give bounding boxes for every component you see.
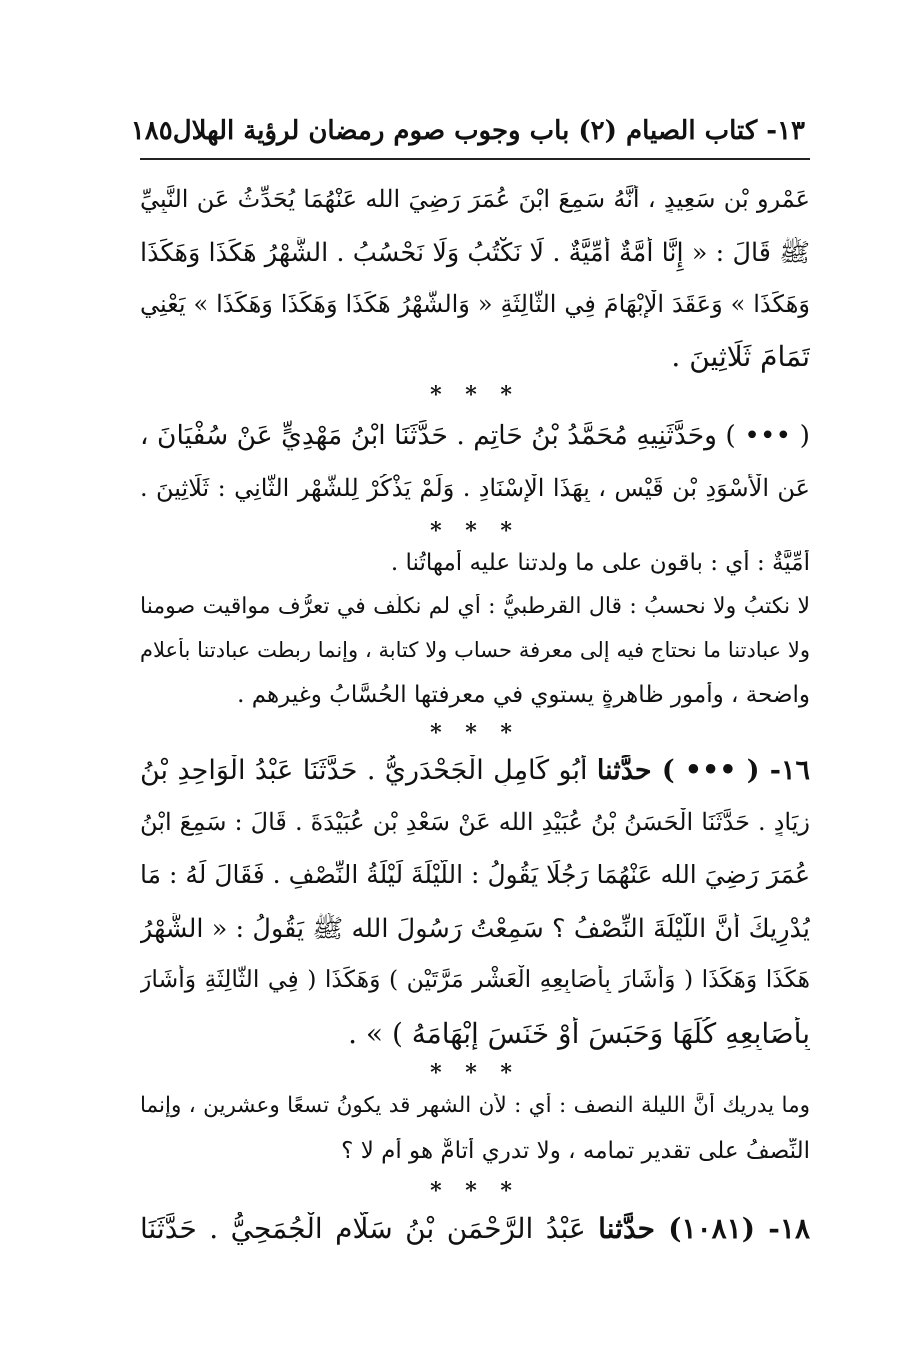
hadith-number: ١٦- ( ••• ) حدَّثنا — [596, 755, 810, 786]
text-segment: عَبْدُ الرَّحْمَنِ بْنُ سَلَّامٍ الْجُمَحِيُّ . حَدَّثَنَا — [140, 1212, 586, 1245]
text-line: عَمْرِو بْنِ سَعِيدٍ ، أَنَّهُ سَمِعَ ابْنَ عُمَرَ رَضِيَ الله عَنْهُمَا يُحَدِّثُ عَنِ النَّبِيِّ — [140, 185, 810, 213]
text-line: بِأَصَابِعِهِ كُلِّهَا وَحَبَسَ أَوْ خَنَسَ إِبْهَامَهُ ) » . — [348, 1017, 810, 1050]
text-line: ( ••• ) وحَدَّثَنِيهِ مُحَمَّدُ بْنُ حَاتِمٍ . حَدَّثَنَا ابْنُ مَهْدِيٍّ عَنْ سُفْيَانَ ، — [140, 420, 810, 451]
text-line: ولا عبادتنا ما نحتاج فيه إلى معرفة حساب ولا كتابة ، وإنما ربطت عبادتنا بأعلام — [140, 638, 810, 662]
text-line: وما يدريك أنَّ الليلة النصف : أي : لأن الشهر قد يكونُ تسعًا وعشرين ، وإنما — [140, 1093, 810, 1118]
text-line: يُدْرِيكَ أَنَّ اللَّيْلَةَ النِّصْفُ ؟ سَمِعْتُ رَسُولَ الله ﷺ يَقُولُ : « الشَّهْرُ — [140, 914, 810, 944]
header-divider — [140, 158, 810, 160]
text-line: هَكَذَا وَهَكَذَا ( وَأَشَارَ بِأَصَابِعِهِ الْعَشْرِ مَرَّتَيْنِ ) وَهَكَذَا ( فِي الثَّالِثَةِ وَأَشَارَ — [140, 965, 810, 993]
text-line: لا نكتبُ ولا نحسبُ : قال القرطبيُّ : أي لم نكلَّف في تعرُّف مواقيت صومنا — [140, 594, 810, 619]
text-line: النِّصفُ على تقدير تمامه ، ولا تدري أتامٌّ هو أم لا ؟ — [341, 1138, 810, 1164]
text-line: وَهَكَذَا » وَعَقَدَ الْإِبْهَامَ فِي الثَّالِثَةِ « وَالشَّهْرُ هَكَذَا وَهَكَذَا وَهَكَذَا » يَعْنِي — [140, 290, 810, 318]
text-line: أُمِّيَّةٌ : أي : باقون على ما ولدتنا عليه أمهاتُنا . — [390, 550, 810, 576]
section-separator: * * * — [430, 1060, 520, 1086]
page-number: ١٨٥ — [130, 116, 173, 146]
section-separator: * * * — [430, 720, 520, 746]
text-line: عَنِ الْأَسْوَدِ بْنِ قَيْسٍ ، بِهَذَا الْإِسْنَادِ . وَلَمْ يَذْكُرْ لِلشَّهْرِ الثَّانِي : ثَلَاثِينَ . — [140, 474, 810, 502]
hadith-number: ١٨- (١٠٨١) حدَّثنا — [598, 1212, 810, 1245]
section-separator: * * * — [430, 382, 520, 408]
text-line: تَمَامَ ثَلَاثِينَ . — [671, 340, 810, 373]
text-line — [140, 1212, 810, 1245]
chapter-title: ١٣- كتاب الصيام (٢) باب وجوب صوم رمضان لرؤية الهلال — [172, 116, 805, 146]
text-line: زِيَادٍ . حَدَّثَنَا الْحَسَنُ بْنُ عُبَيْدِ الله عَنْ سَعْدِ بْنِ عُبَيْدَةَ . قَالَ : سَمِعَ ابْنُ — [140, 808, 810, 836]
text-line: ﷺ قَالَ : « إِنَّا أُمَّةٌ أُمِّيَّةٌ . لَا نَكْتُبُ وَلَا نَحْسُبُ . الشَّهْرُ هَكَذَا وَهَكَذَا — [140, 238, 810, 268]
text-line: واضحة ، وأمورٍ ظاهرةٍ يستوي في معرفتها الحُسَّابُ وغيرهم . — [237, 682, 810, 708]
text-line: عُمَرَ رَضِيَ الله عَنْهُمَا رَجُلًا يَقُولُ : اللَّيْلَةَ لَيْلَةُ النِّصْفِ . فَقَالَ لَهُ : مَا — [140, 860, 810, 889]
section-separator: * * * — [430, 518, 520, 544]
text-line — [140, 755, 810, 786]
running-header — [130, 108, 805, 154]
text-segment: أَبُو كَامِلٍ الْجَحْدَرِيُّ . حَدَّثَنَا عَبْدُ الْوَاحِدِ بْنُ — [140, 755, 588, 786]
section-separator: * * * — [430, 1178, 520, 1204]
